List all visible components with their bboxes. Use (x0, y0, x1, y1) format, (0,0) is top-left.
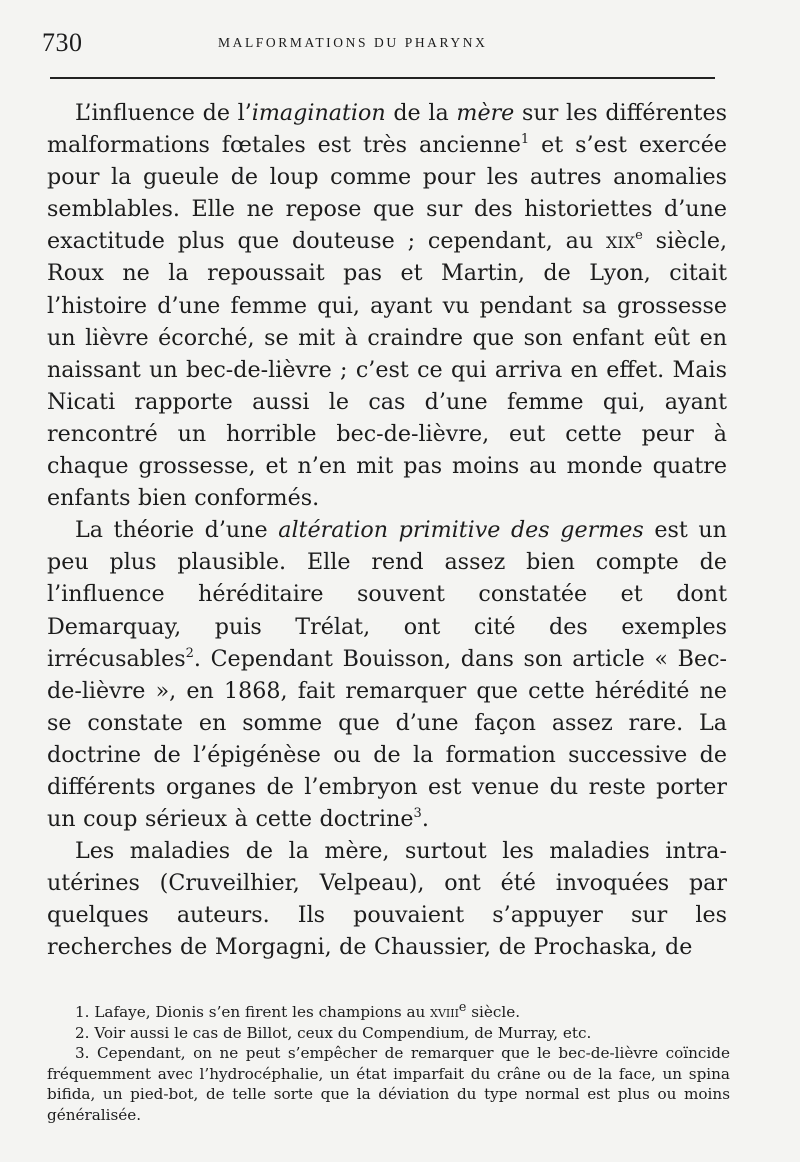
text-run: siècle, Roux ne la repoussait pas et Martin, de Lyon, citait l’histoire d’une femme qui, ayant vu pendant sa grossesse un lièvre écorché, se mit à craindre que son enfant eût en naissant un bec-de-lièvre ; c’est ce qui arriva en effet. Mais Nicati rapporte aussi le cas d’une femme qui, ayant rencontré un horrible bec-de-lièvre, eut cette peur à chaque grossesse, et n’en mit pas moins au monde quatre enfants bien conformés. (47, 228, 728, 512)
paragraph-imagination (47, 97, 727, 514)
text-run: L’influence de l’ (75, 100, 252, 126)
footnote-text: 1. Lafaye, Dionis s’en firent les champions au (75, 1003, 431, 1022)
century-numeral: xix (606, 228, 636, 255)
italic-term: altération primitive des germes (278, 517, 644, 544)
italic-term: imagination (251, 100, 386, 126)
footnote-ref-2: 2 (185, 645, 194, 661)
body-text (47, 97, 727, 964)
text-run: et s’est exercée pour la gueule de loup comme pour les autres anomalies semblables. Elle ne repose que sur des historiettes d’une exactitude plus que douteuse ; cependant, au (47, 132, 727, 255)
paragraph-maladies (47, 835, 727, 963)
header-rule (50, 77, 715, 79)
text-run: est un peu plus plausible. Elle rend assez bien compte de l’influence héréditaire souvent constatée et dont Demarquay, puis Trélat, ont cité des exemples irrécusables (47, 517, 727, 672)
century-numeral: xviii (430, 1003, 459, 1022)
century-suffix: e (458, 999, 467, 1014)
text-run: de la (385, 100, 457, 126)
footnote-2: 2. Voir aussi le cas de Billot, ceux du Compendium, de Murray, etc. (75, 1023, 592, 1042)
text-run: sur les différentes malformations fœtales est très ancienne (47, 100, 727, 159)
text-run: Les maladies de la mère, surtout les maladies intra-utérines (Cruveilhier, Velpeau), ont été invoquées par quelques auteurs. Ils pouvaient s’appuyer sur les recherches de Morgagni, de Chaussier, de Prochaska, de (47, 838, 727, 961)
page-number: 730 (42, 28, 83, 57)
century-suffix: e (635, 228, 643, 244)
running-head: MALFORMATIONS DU PHARYNX (218, 35, 488, 50)
italic-term: mère (456, 100, 515, 126)
footnote-ref-3: 3 (413, 806, 422, 822)
text-run: La théorie d’une (75, 517, 279, 544)
footnote-3: 3. Cependant, on ne peut s’empêcher de remarquer que le bec-de-lièvre coïncide fréquemment avec l’hydrocéphalie, un état imparfait du crâne ou de la face, un spina bifida, un pied-bot, de telle sorte que la déviation du type normal est plus ou moins généralisée. (47, 1044, 730, 1124)
footnotes (47, 997, 730, 1125)
text-run: . Cependant Bouisson, dans son article « Bec-de-lièvre », en 1868, fait remarquer que cette hérédité ne se constate en somme que d’une façon assez rare. La doctrine de l’épigénèse ou de la formation successive de différents organes de l’embryon est venue du reste porter un coup sérieux à cette doctrine (47, 645, 727, 833)
paragraph-germes (47, 514, 727, 835)
footnote-text: siècle. (466, 1003, 521, 1022)
footnote-1 (47, 997, 730, 1023)
footnote-ref-1: 1 (520, 132, 530, 148)
text-run: . (421, 806, 429, 833)
